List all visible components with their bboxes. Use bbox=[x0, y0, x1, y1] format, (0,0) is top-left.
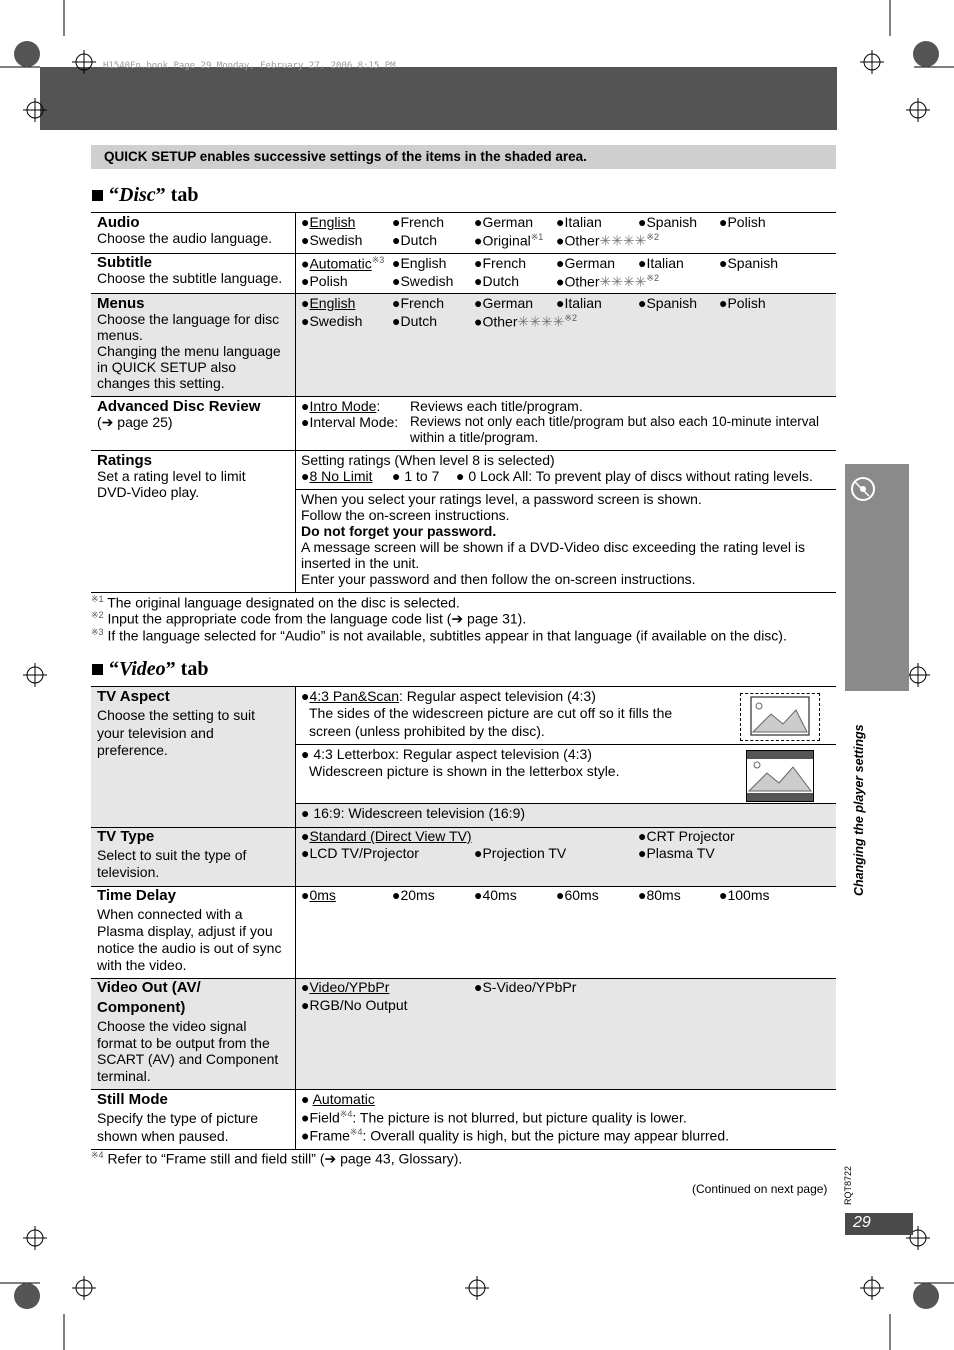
pan-scan-desc: screen (unless prohibited by the disc). bbox=[309, 723, 545, 739]
option-dutch: ●Dutch bbox=[392, 313, 438, 329]
option-frame: ●Frame$^{※4}$: Overall quality is high, but the picture may appear blurred. bbox=[301, 1127, 729, 1144]
aspect-divider bbox=[295, 803, 836, 804]
menus-desc-line: changes this setting. bbox=[97, 375, 225, 391]
interval-mode-text: Reviews not only each title/program but also each 10-minute interval bbox=[410, 414, 819, 429]
advanced-ref: (➔ page 25) bbox=[97, 414, 173, 430]
tv-aspect-desc-line: preference. bbox=[97, 742, 168, 758]
pan-scan-option: ●4:3 Pan&Scan: Regular aspect television (4:3) bbox=[301, 688, 596, 704]
intro-mode-text: Reviews each title/program. bbox=[410, 398, 583, 414]
audio-desc: Choose the audio language. bbox=[97, 230, 273, 246]
option-german: ●German bbox=[474, 214, 534, 230]
option-german: ●German bbox=[474, 295, 534, 311]
tv-type-title: TV Type bbox=[97, 828, 155, 845]
still-mode-desc-line: shown when paused. bbox=[97, 1128, 229, 1144]
widescreen-option: ● 16:9: Widescreen television (16:9) bbox=[301, 805, 526, 821]
password-warning: Do not forget your password. bbox=[301, 523, 497, 539]
ratings-info-line: inserted in the unit. bbox=[301, 555, 420, 571]
audio-title: Audio bbox=[97, 214, 140, 231]
advanced-title: Advanced Disc Review bbox=[97, 398, 261, 415]
ratings-info-line: A message screen will be shown if a DVD-Video disc exceeding the rating level is bbox=[301, 539, 805, 555]
option-original: ●Original$^{※1}$ bbox=[474, 232, 544, 249]
footnote: $^{※2}$ Input the appropriate code from the language code list (➔ page 31). bbox=[91, 610, 527, 627]
square-bullet-icon bbox=[92, 664, 103, 675]
pan-scan-desc: The sides of the widescreen picture are cut off so it fills the bbox=[309, 705, 673, 721]
interval-mode-text: within a title/program. bbox=[410, 430, 539, 445]
time-delay-desc-line: Plasma display, adjust if you bbox=[97, 923, 273, 939]
video-out-title: Video Out (AV/ bbox=[97, 979, 201, 996]
letterbox-illustration bbox=[746, 750, 814, 802]
tv-picture-icon bbox=[741, 694, 819, 740]
video-out-desc-line: Choose the video signal bbox=[97, 1018, 247, 1034]
square-bullet-icon bbox=[92, 190, 103, 201]
ratings-option-0: ● 0 Lock All: To prevent play of discs without rating levels. bbox=[456, 468, 813, 484]
option-0ms: ●0ms bbox=[301, 887, 336, 903]
ratings-info-line: Follow the on-screen instructions. bbox=[301, 507, 510, 523]
option-20ms: ●20ms bbox=[392, 887, 435, 903]
side-tab bbox=[845, 464, 909, 691]
option-polish: ●Polish bbox=[719, 214, 766, 230]
pan-scan-illustration bbox=[740, 693, 820, 741]
subtitle-title: Subtitle bbox=[97, 254, 152, 271]
time-delay-desc-line: with the video. bbox=[97, 957, 187, 973]
option-other: ●Other✳✳✳✳$^{※2}$ bbox=[474, 313, 577, 330]
option-swedish: ●Swedish bbox=[392, 273, 454, 289]
letterbox-desc: Widescreen picture is shown in the letterbox style. bbox=[309, 763, 620, 779]
option-100ms: ●100ms bbox=[719, 887, 770, 903]
option-italian: ●Italian bbox=[556, 295, 602, 311]
menus-desc-line: in QUICK SETUP also bbox=[97, 359, 237, 375]
ratings-option-8: ●8 No Limit bbox=[301, 468, 373, 484]
tv-aspect-desc-line: Choose the setting to suit bbox=[97, 707, 255, 723]
menus-desc-line: menus. bbox=[97, 327, 143, 343]
footnote: $^{※4}$ Refer to “Frame still and field still” (➔ page 43, Glossary). bbox=[91, 1150, 463, 1167]
tv-type-desc-line: television. bbox=[97, 864, 160, 880]
option-swedish: ●Swedish bbox=[301, 313, 363, 329]
still-mode-title: Still Mode bbox=[97, 1091, 168, 1108]
time-delay-desc-line: When connected with a bbox=[97, 906, 243, 922]
section-side-label: Changing the player settings bbox=[852, 724, 866, 896]
option-spanish: ●Spanish bbox=[719, 255, 779, 271]
ratings-option-1-7: ● 1 to 7 bbox=[392, 468, 440, 484]
menus-desc-line: Changing the menu language bbox=[97, 343, 281, 359]
ratings-info-line: When you select your ratings level, a password screen is shown. bbox=[301, 491, 702, 507]
menus-title: Menus bbox=[97, 295, 145, 312]
option-french: ●French bbox=[392, 214, 445, 230]
option-field: ●Field$^{※4}$: The picture is not blurred, but picture quality is lower. bbox=[301, 1109, 687, 1126]
time-delay-title: Time Delay bbox=[97, 887, 176, 904]
video-out-desc-line: format to be output from the bbox=[97, 1035, 270, 1051]
option-rgb-no-output: ●RGB/No Output bbox=[301, 997, 408, 1013]
option-english: ●English bbox=[301, 214, 356, 230]
option-spanish: ●Spanish bbox=[638, 214, 698, 230]
option-video-ypbpr: ●Video/YPbPr bbox=[301, 979, 390, 995]
tv-aspect-desc-line: your television and bbox=[97, 725, 214, 741]
menus-desc-line: Choose the language for disc bbox=[97, 311, 280, 327]
ratings-info-line: Enter your password and then follow the on-screen instructions. bbox=[301, 571, 696, 587]
video-out-title: Component) bbox=[97, 999, 186, 1016]
ratings-desc-line: Set a rating level to limit bbox=[97, 468, 246, 484]
ratings-desc-line: DVD-Video play. bbox=[97, 484, 200, 500]
tv-type-desc-line: Select to suit the type of bbox=[97, 847, 247, 863]
option-other: ●Other✳✳✳✳$^{※2}$ bbox=[556, 232, 659, 249]
option-italian: ●Italian bbox=[556, 214, 602, 230]
letterbox-option: ● 4:3 Letterbox: Regular aspect television (4:3) bbox=[301, 746, 592, 762]
option-polish: ●Polish bbox=[301, 273, 348, 289]
still-mode-desc-line: Specify the type of picture bbox=[97, 1110, 259, 1126]
aspect-divider bbox=[295, 744, 836, 745]
option-standard-tv: ●Standard (Direct View TV) bbox=[301, 828, 472, 844]
time-delay-desc-line: notice the audio is out of sync bbox=[97, 940, 282, 956]
option-dutch: ●Dutch bbox=[392, 232, 438, 248]
disc-column-divider bbox=[295, 212, 296, 593]
continued-note: (Continued on next page) bbox=[692, 1182, 828, 1196]
subtitle-desc: Choose the subtitle language. bbox=[97, 270, 283, 286]
option-english: ●English bbox=[301, 295, 356, 311]
interval-mode-option: ●Interval Mode: bbox=[301, 414, 399, 430]
option-automatic: ● Automatic bbox=[301, 1091, 375, 1107]
video-column-divider bbox=[295, 686, 296, 1150]
footnote: $^{※1}$ The original language designated on the disc is selected. bbox=[91, 594, 460, 611]
option-swedish: ●Swedish bbox=[301, 232, 363, 248]
option-40ms: ●40ms bbox=[474, 887, 517, 903]
ratings-divider bbox=[295, 489, 836, 490]
video-tab-title: “Video” tab bbox=[92, 658, 208, 681]
option-spanish: ●Spanish bbox=[638, 295, 698, 311]
page-number: 29 bbox=[845, 1213, 913, 1235]
ratings-setting-line: Setting ratings (When level 8 is selected) bbox=[301, 452, 555, 468]
disc-tab-title: “Disc” tab bbox=[92, 184, 198, 207]
quick-setup-note: QUICK SETUP enables successive settings of the items in the shaded area. bbox=[104, 149, 587, 164]
option-s-video-ypbpr: ●S-Video/YPbPr bbox=[474, 979, 577, 995]
doc-code: RQT8722 bbox=[843, 1165, 853, 1205]
file-info: H1540En.book Page 29 Monday, February 27, 2006 8:15 PM bbox=[103, 61, 396, 71]
option-80ms: ●80ms bbox=[638, 887, 681, 903]
option-60ms: ●60ms bbox=[556, 887, 599, 903]
disc-icon bbox=[845, 464, 909, 524]
option-plasma-tv: ●Plasma TV bbox=[638, 845, 715, 861]
option-other: ●Other✳✳✳✳$^{※2}$ bbox=[556, 273, 659, 290]
option-polish: ●Polish bbox=[719, 295, 766, 311]
tv-picture-icon bbox=[747, 751, 813, 801]
option-french: ●French bbox=[392, 295, 445, 311]
option-french: ●French bbox=[474, 255, 527, 271]
tv-aspect-title: TV Aspect bbox=[97, 688, 170, 705]
option-english: ●English bbox=[392, 255, 447, 271]
option-crt-projector: ●CRT Projector bbox=[638, 828, 735, 844]
intro-mode-option: ●Intro Mode: bbox=[301, 398, 381, 414]
option-italian: ●Italian bbox=[638, 255, 684, 271]
ratings-title: Ratings bbox=[97, 452, 153, 469]
video-out-desc-line: terminal. bbox=[97, 1068, 151, 1084]
option-german: ●German bbox=[556, 255, 616, 271]
option-lcd-tv: ●LCD TV/Projector bbox=[301, 845, 419, 861]
option-dutch: ●Dutch bbox=[474, 273, 520, 289]
option-automatic: ●Automatic$^{※3}$ bbox=[301, 255, 385, 272]
footnote: $^{※3}$ If the language selected for “Audio” is not available, subtitles appear in that language (if available on the disc). bbox=[91, 627, 787, 644]
video-out-desc-line: SCART (AV) and Component bbox=[97, 1051, 279, 1067]
option-projection-tv: ●Projection TV bbox=[474, 845, 567, 861]
